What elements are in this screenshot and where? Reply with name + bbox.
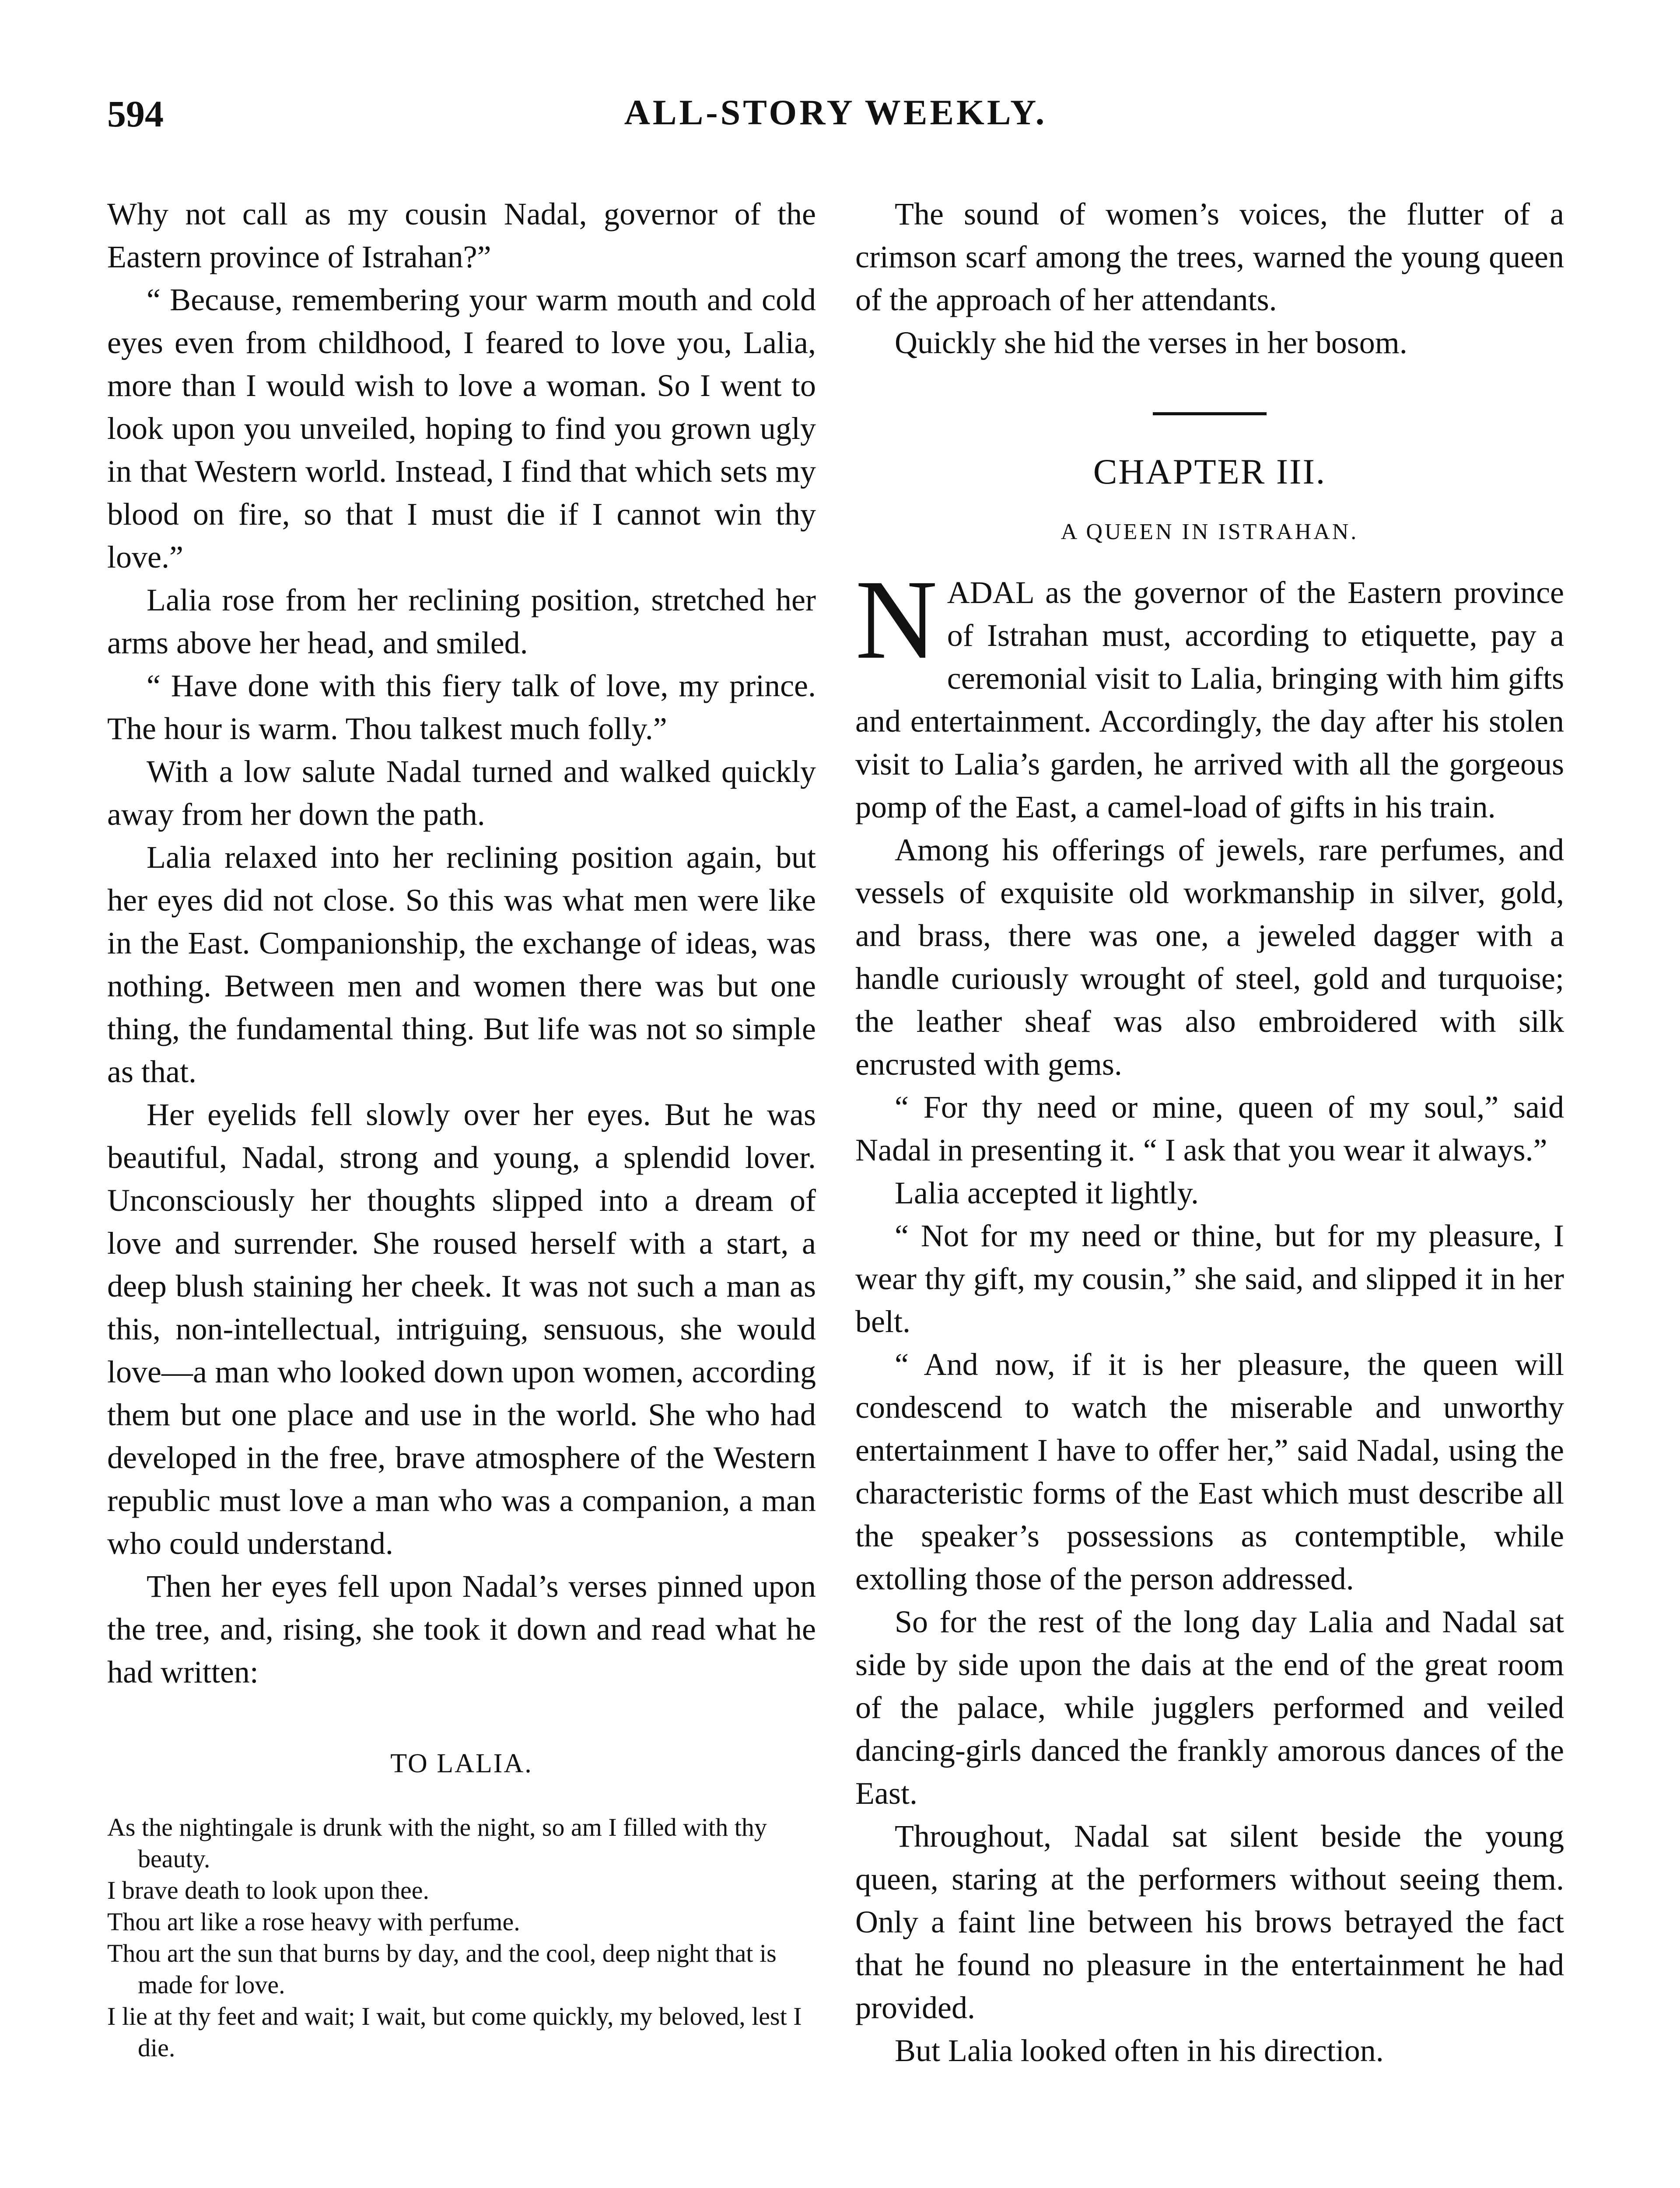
poem: [107, 1812, 816, 2064]
paragraph: Lalia relaxed into her reclining position again, but her eyes did not close. So this was what men were like in the East. Companionship, the exchange of ideas, was nothing. Between men and women there was but one thing, the fundamental thing. But life was not so simple as that.: [107, 840, 816, 1089]
paragraph: Why not call as my cousin Nadal, governor of the Eastern province of Istrahan?”: [107, 196, 816, 274]
paragraph: Quickly she hid the verses in her bosom.: [895, 325, 1407, 360]
right-column: [855, 193, 1564, 2072]
poem-line: I brave death to look upon thee.: [107, 1876, 430, 1904]
paragraph: “ And now, if it is her pleasure, the queen will condescend to watch the miserable and unworthy entertainment I have to offer her,” said Nadal, using the characteristic forms of the East which must describe all the speaker’s possessions as contemptible, while extolling those of the person addressed.: [855, 1347, 1564, 1596]
paragraph: Then her eyes fell upon Nadal’s verses pinned upon the tree, and, rising, she took it down and read what he had written:: [107, 1569, 816, 1690]
paragraph: With a low salute Nadal turned and walked quickly away from her down the path.: [107, 754, 816, 832]
paragraph: “ Because, remembering your warm mouth and cold eyes even from childhood, I feared to love you, Lalia, more than I would wish to love a woman. So I went to look upon you unveiled, hoping to find you grown ugly in that Western world. Instead, I find that which sets my blood on fire, so that I must die if I cannot win thy love.”: [107, 282, 816, 575]
poem-line: I lie at thy feet and wait; I wait, but come quickly, my beloved, lest I die.: [107, 2002, 802, 2062]
paragraph: But Lalia looked often in his direction.: [895, 2033, 1384, 2068]
paragraph: The sound of women’s voices, the flutter of a crimson scarf among the trees, warned the young queen of the approach of her attendants.: [855, 196, 1564, 317]
poem-line: As the nightingale is drunk with the night, so am I filled with thy beauty.: [107, 1813, 767, 1873]
running-head: ALL-STORY WEEKLY.: [624, 92, 1047, 132]
first-paragraph-text: ADAL as the governor of the Eastern province of Istrahan must, according to etiquette, pay a ceremonial visit to Lalia, bringing with him gifts and entertainment. Accordingly, the day after his stolen visit to Lalia’s garden, he arrived with all the gorgeous pomp of the East, a camel-load of gifts in his train.: [855, 575, 1564, 824]
page-number: 594: [107, 93, 164, 135]
page-header: [107, 92, 1564, 140]
paragraph: Lalia accepted it lightly.: [895, 1175, 1199, 1210]
paragraph: Lalia rose from her reclining position, stretched her arms above her head, and smiled.: [107, 582, 816, 660]
paragraph: “ For thy need or mine, queen of my soul,” said Nadal in presenting it. “ I ask that you wear it always.”: [855, 1090, 1564, 1168]
chapter-first-paragraph: [855, 557, 1564, 828]
paragraph: Throughout, Nadal sat silent beside the young queen, staring at the performers without seeing them. Only a faint line between his brows betrayed the fact that he found no pleasure in the entertainment he had provided.: [855, 1819, 1564, 2025]
poem-line: Thou art like a rose heavy with perfume.: [107, 1907, 520, 1936]
section-divider: [1153, 412, 1267, 415]
poem-title: TO LALIA.: [390, 1749, 533, 1778]
drop-cap: N: [855, 557, 938, 683]
paragraph: “ Not for my need or thine, but for my pleasure, I wear thy gift, my cousin,” she said, and slipped it in her belt.: [855, 1218, 1564, 1339]
paragraph: “ Have done with this fiery talk of love, my prince. The hour is warm. Thou talkest much folly.”: [107, 668, 816, 746]
paragraph: Her eyelids fell slowly over her eyes. But he was beautiful, Nadal, strong and young, a splendid lover. Unconsciously her thoughts slipped into a dream of love and surrender. She roused herself with a start, a deep blush staining her cheek. It was not such a man as this, non-intellectual, intriguing, sensuous, she would love—a man who looked down upon women, according them but one place and use in the world. She who had developed in the free, brave atmosphere of the Western republic must love a man who was a companion, a man who could understand.: [107, 1097, 816, 1561]
paragraph: Among his offerings of jewels, rare perfumes, and vessels of exquisite old workmanship in silver, gold, and brass, there was one, a jeweled dagger with a handle curiously wrought of steel, gold and turquoise; the leather sheaf was also embroidered with silk encrusted with gems.: [855, 832, 1564, 1082]
poem-line: Thou art the sun that burns by day, and the cool, deep night that is made for love.: [107, 1939, 777, 1999]
left-column: [107, 193, 816, 2064]
chapter-subtitle: A QUEEN IN ISTRAHAN.: [1060, 519, 1359, 544]
paragraph: So for the rest of the long day Lalia and Nadal sat side by side upon the dais at the end of the great room of the palace, while jugglers performed and veiled dancing-girls danced the frankly amorous dances of the East.: [855, 1604, 1564, 1811]
chapter-title: CHAPTER III.: [1093, 452, 1326, 491]
